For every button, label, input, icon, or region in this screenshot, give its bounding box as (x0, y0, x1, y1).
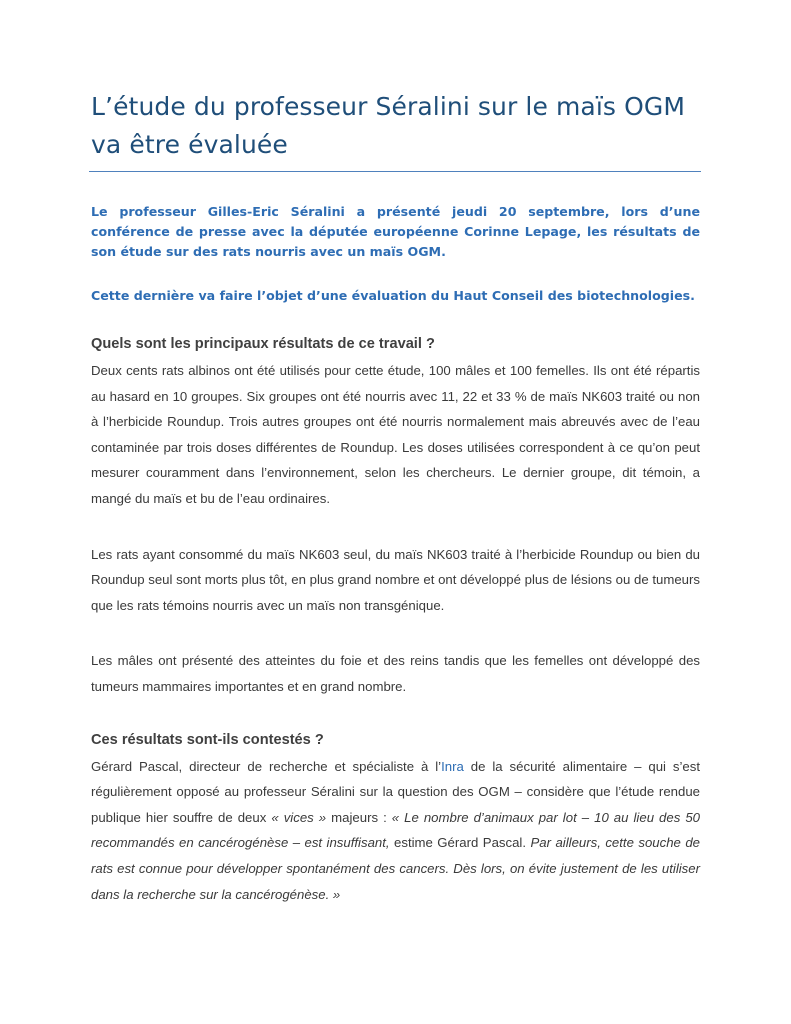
article (91, 88, 700, 907)
italic-quote: Par ailleurs, cette souche de rats est connue pour développer spontanément des cancers. Dès lors, on évite justement de les utiliser dans la recherche sur la cancérogénèse. » (91, 835, 700, 902)
text-run: estime Gérard Pascal. (389, 835, 531, 851)
title-divider (89, 171, 701, 172)
section-heading-results: Quels sont les principaux résultats de ce travail ? (91, 336, 435, 352)
text-run: majeurs : (326, 809, 392, 825)
body-paragraph: Les rats ayant consommé du maïs NK603 seul, du maïs NK603 traité à l’herbicide Roundup ou bien du Roundup seul sont morts plus tôt, en plus grand nombre et ont développé plus de lésions ou de tumeurs que les rats témoins nourris avec un maïs non transgénique. (91, 546, 700, 613)
lead-paragraph: Le professeur Gilles-Eric Séralini a présenté jeudi 20 septembre, lors d’une conférence de presse avec la députée européenne Corinne Lepage, les résultats de son étude sur des rats nourris avec un maïs OGM. (91, 204, 700, 259)
italic-quote: « Le nombre d’animaux par lot – 10 au lieu des 50 recommandés en cancérogénèse – est insuffisant, (91, 809, 701, 851)
italic-run: « vices » (271, 809, 327, 825)
section-heading-contested: Ces résultats sont-ils contestés ? (91, 731, 324, 748)
body-paragraph: Les mâles ont présenté des atteintes du foie et des reins tandis que les femelles ont développé des tumeurs mammaires importantes et en grand nombre. (91, 653, 700, 694)
lead-paragraph-evaluation: Cette dernière va faire l’objet d’une évaluation du Haut Conseil des biotechnologies. (91, 288, 695, 303)
body-paragraph-quote (91, 754, 700, 908)
article-title: L’étude du professeur Séralini sur le maïs OGM va être évaluée (91, 92, 685, 159)
text-run: de la sécurité alimentaire – qui s’est régulièrement opposé au professeur Séralini sur la question des OGM – considère que l’étude rendue publique hier souffre de deux (91, 758, 701, 825)
text-run: Gérard Pascal, directeur de recherche et spécialiste à l’ (91, 758, 442, 774)
inra-link[interactable]: Inra (441, 758, 464, 774)
body-paragraph: Deux cents rats albinos ont été utilisés pour cette étude, 100 mâles et 100 femelles. Ils ont été répartis au hasard en 10 groupes. Six groupes ont été nourris avec 11, 22 et 33 % de maïs NK603 traité ou non à l’herbicide Roundup. Trois autres groupes ont été nourris normalement mais abreuvés avec de l’eau contaminée par trois doses différentes de Roundup. Les doses utilisées correspondent à ce qu’on peut mesurer couramment dans l’environnement, selon les chercheurs. Le dernier groupe, dit témoin, a mangé du maïs et bu de l’eau ordinaires. (91, 363, 700, 506)
